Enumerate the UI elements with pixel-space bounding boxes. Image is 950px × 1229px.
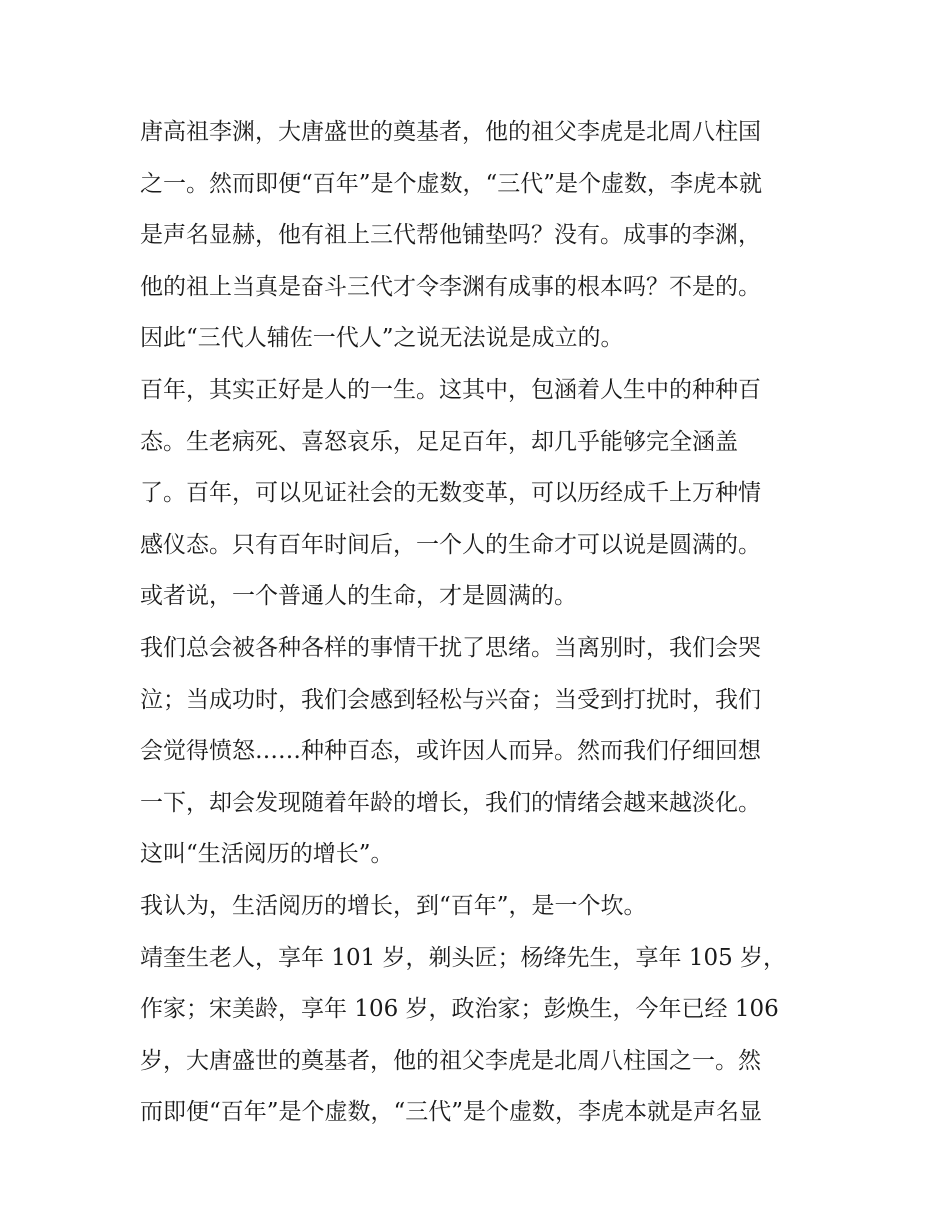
text-line: 是声名显赫，他有祖上三代帮他铺垫吗？没有。成事的李渊， — [140, 222, 761, 249]
text-line: 岁，大唐盛世的奠基者，他的祖父李虎是北周八柱国之一。然 — [140, 1047, 761, 1074]
text-line: 或者说，一个普通人的生命，才是圆满的。 — [140, 583, 577, 610]
document-body — [140, 107, 820, 1139]
text-line: 我认为，生活阅历的增长，到“百年”，是一个坎。 — [140, 892, 647, 919]
text-line: 他的祖上当真是奋斗三代才令李渊有成事的根本吗？不是的。 — [140, 273, 761, 300]
text-line: 作家；宋美龄，享年 106 岁，政治家；彭焕生，今年已经 106 — [140, 996, 779, 1023]
text-line: 这叫“生活阅历的增长”。 — [140, 841, 394, 868]
text-line: 唐高祖李渊，大唐盛世的奠基者，他的祖父李虎是北周八柱国 — [140, 119, 761, 145]
text-line: 靖奎生老人，享年 101 岁，剃头匠；杨绛先生，享年 105 岁， — [140, 944, 787, 971]
text-line: 泣；当成功时，我们会感到轻松与兴奋；当受到打扰时，我们 — [140, 686, 761, 713]
text-line: 会觉得愤怒……种种百态，或许因人而异。然而我们仔细回想 — [140, 738, 761, 765]
text-line: 而即便“百年”是个虚数，“三代”是个虚数，李虎本就是声名显 — [140, 1099, 763, 1126]
text-line: 我们总会被各种各样的事情干扰了思绪。当离别时，我们会哭 — [140, 634, 761, 661]
text-line: 态。生老病死、喜怒哀乐，足足百年，却几乎能够完全涵盖 — [140, 428, 738, 455]
text-line: 感仪态。只有百年时间后，一个人的生命才可以说是圆满的。 — [140, 531, 761, 558]
text-line: 一下，却会发现随着年龄的增长，我们的情绪会越来越淡化。 — [140, 789, 761, 816]
text-line: 因此“三代人辅佐一代人”之说无法说是成立的。 — [140, 325, 624, 352]
text-line: 之一。然而即便“百年”是个虚数，“三代”是个虚数，李虎本就 — [140, 170, 763, 197]
text-line: 了。百年，可以见证社会的无数变革，可以历经成千上万种情 — [140, 480, 761, 507]
text-line: 百年，其实正好是人的一生。这其中，包涵着人生中的种种百 — [140, 376, 761, 403]
